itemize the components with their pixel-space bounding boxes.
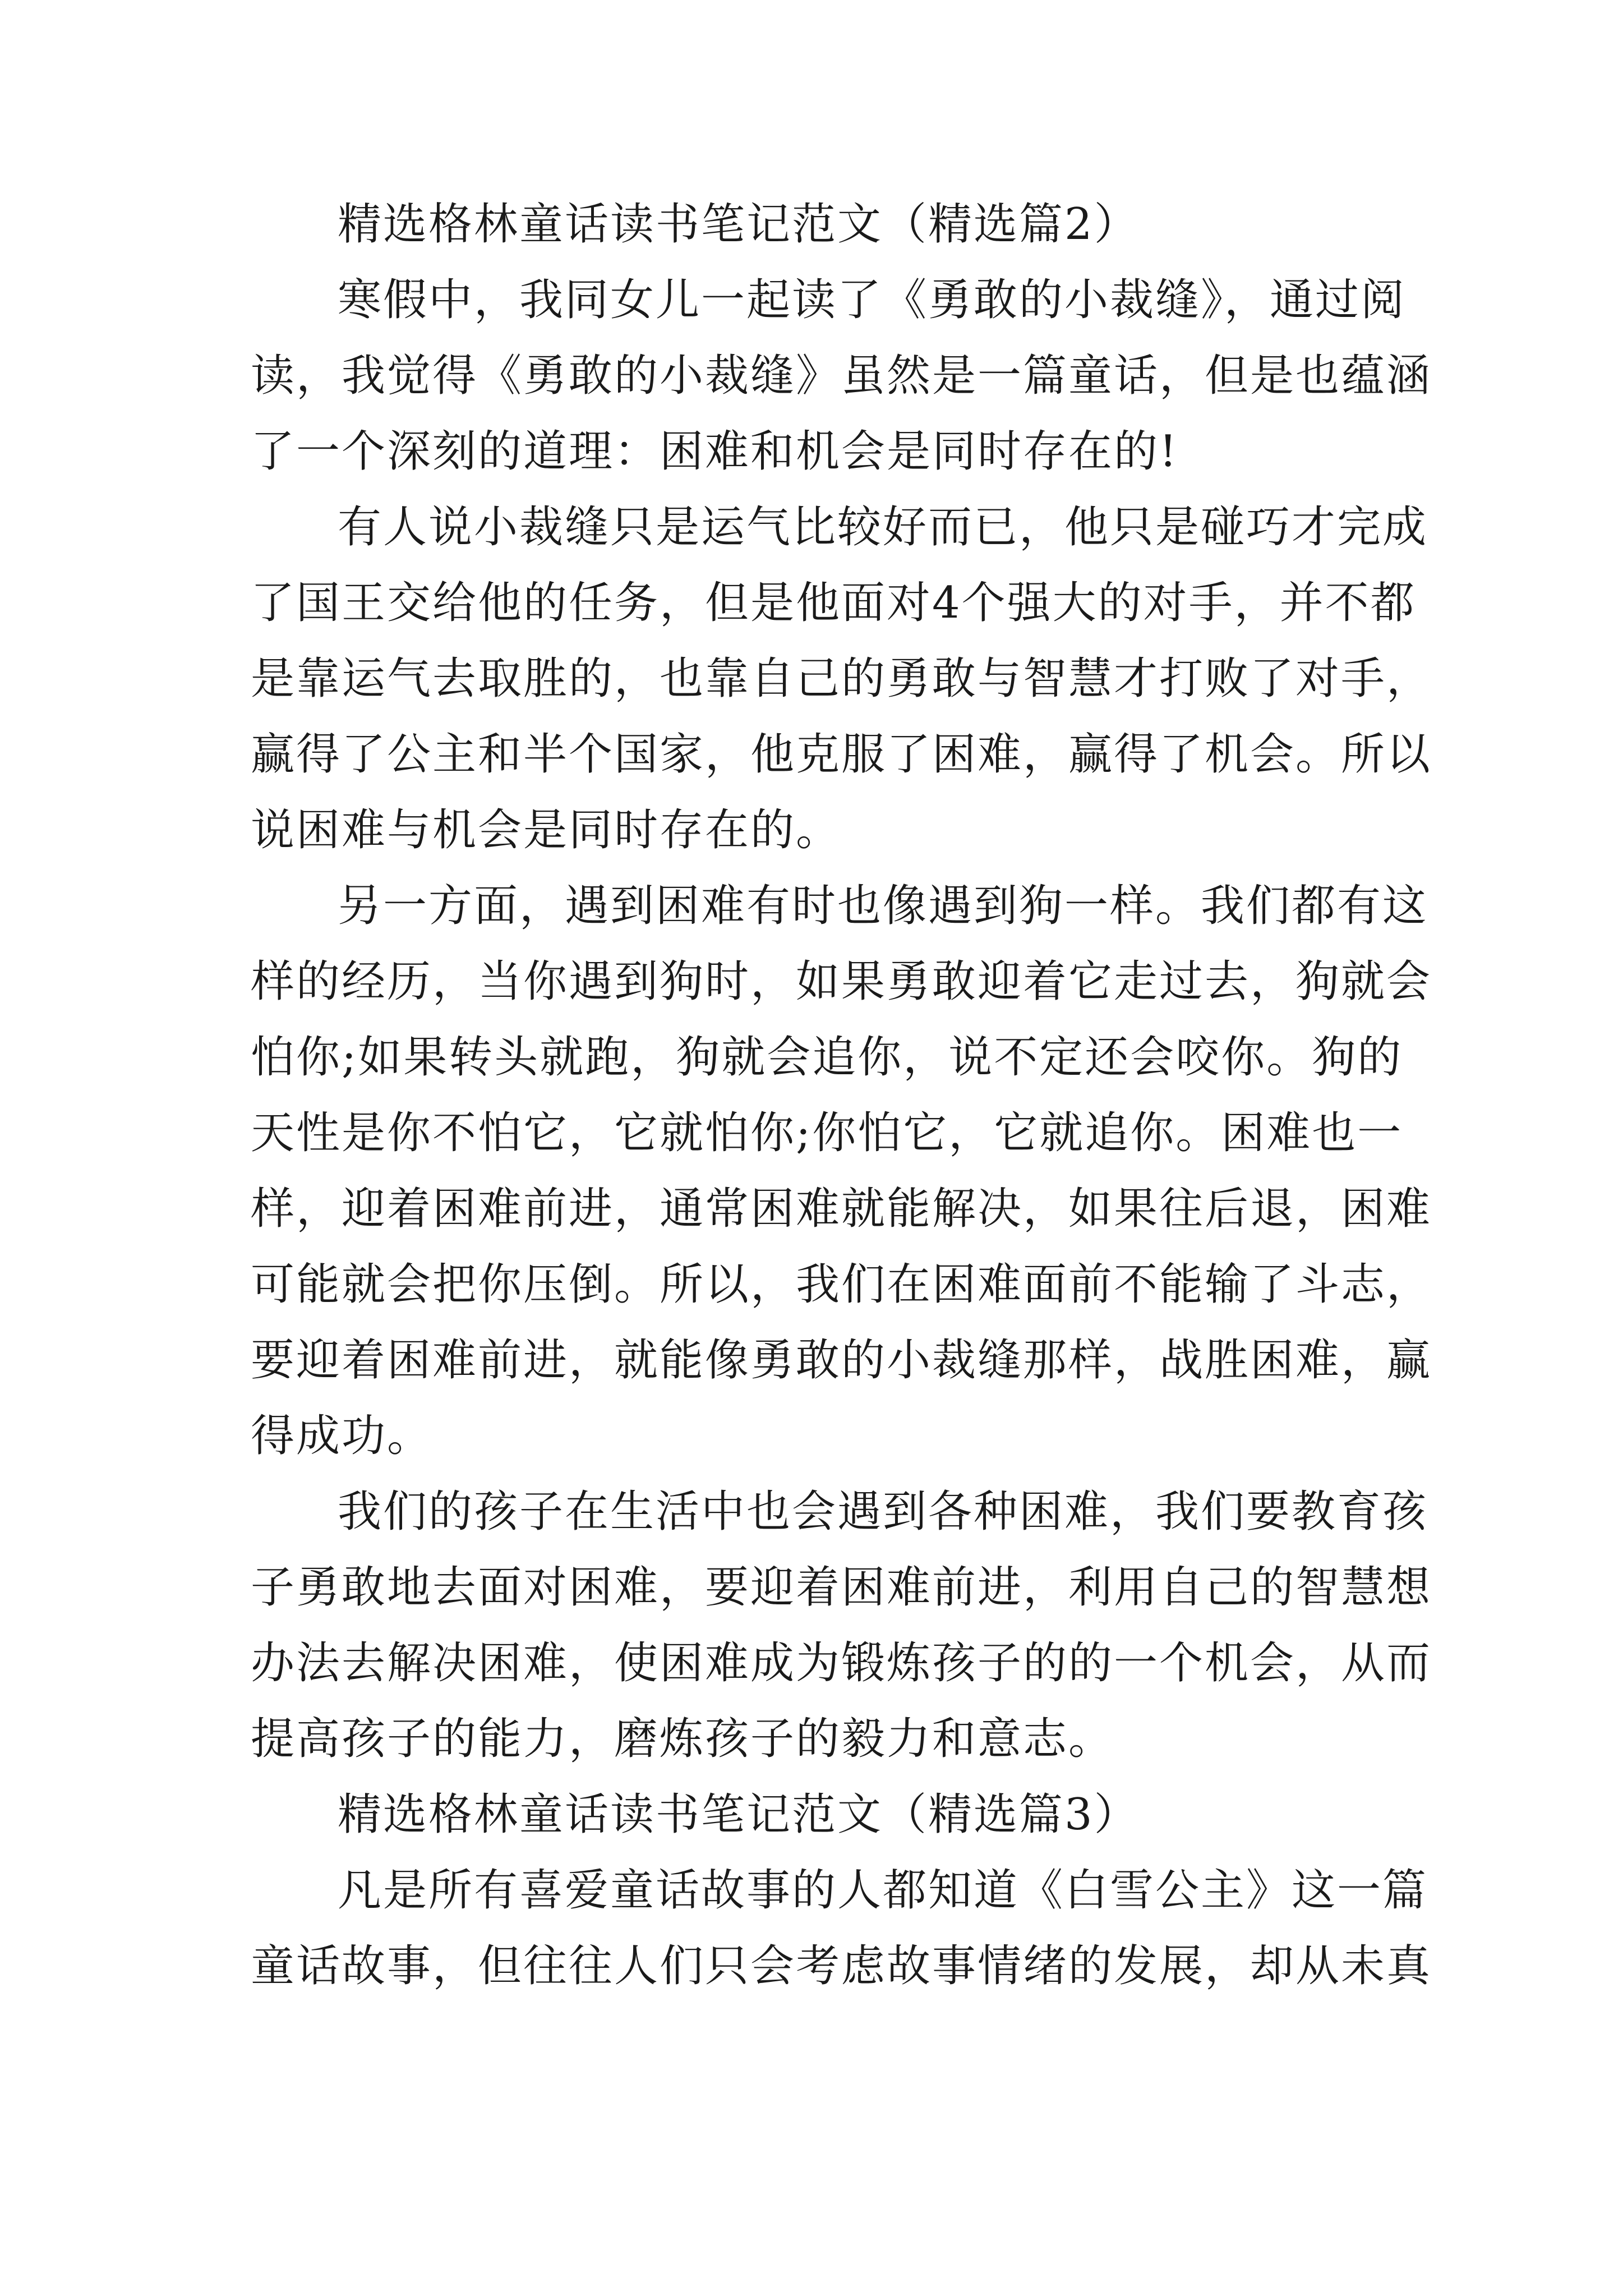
- text-line: 提高孩子的能力，磨炼孩子的毅力和意志。: [251, 1714, 1114, 1764]
- text-line: 有人说小裁缝只是运气比较好而已，他只是碰巧才完成: [338, 502, 1428, 553]
- text-line: 读，我觉得《勇敢的小裁缝》虽然是一篇童话，但是也蕴涵: [251, 351, 1432, 401]
- text-line: 可能就会把你压倒。所以，我们在困难面前不能输了斗志，: [251, 1259, 1432, 1310]
- text-line: 样，迎着困难前进，通常困难就能解决，如果往后退，困难: [251, 1184, 1432, 1234]
- text-line: 是靠运气去取胜的，也靠自己的勇敢与智慧才打败了对手，: [251, 654, 1432, 704]
- text-line: 子勇敢地去面对困难，要迎着困难前进，利用自己的智慧想: [251, 1562, 1432, 1613]
- text-line: 我们的孩子在生活中也会遇到各种困难，我们要教育孩: [338, 1487, 1428, 1537]
- text-line: 了国王交给他的任务，但是他面对4个强大的对手，并不都: [251, 578, 1416, 628]
- text-line: 赢得了公主和半个国家，他克服了困难，赢得了机会。所以: [251, 729, 1432, 780]
- text-line: 另一方面，遇到困难有时也像遇到狗一样。我们都有这: [338, 881, 1428, 931]
- section-heading: 精选格林童话读书笔记范文（精选篇2）: [338, 199, 1140, 250]
- text-line: 要迎着困难前进，就能像勇敢的小裁缝那样，战胜困难，赢: [251, 1335, 1432, 1386]
- text-line: 样的经历，当你遇到狗时，如果勇敢迎着它走过去，狗就会: [251, 956, 1432, 1007]
- text-line: 怕你;如果转头就跑，狗就会追你，说不定还会咬你。狗的: [251, 1032, 1403, 1083]
- section-heading: 精选格林童话读书笔记范文（精选篇3）: [338, 1789, 1140, 1840]
- text-line: 天性是你不怕它，它就怕你;你怕它，它就追你。困难也一: [251, 1108, 1403, 1158]
- text-line: 办法去解决困难，使困难成为锻炼孩子的的一个机会，从而: [251, 1638, 1432, 1688]
- text-line: 了一个深刻的道理：困难和机会是同时存在的!: [251, 426, 1179, 477]
- text-line: 寒假中，我同女儿一起读了《勇敢的小裁缝》，通过阅: [338, 275, 1407, 325]
- text-line: 凡是所有喜爱童话故事的人都知道《白雪公主》这一篇: [338, 1865, 1428, 1916]
- text-line: 得成功。: [251, 1411, 433, 1461]
- text-line: 童话故事，但往往人们只会考虑故事情绪的发展，却从未真: [251, 1941, 1432, 1991]
- text-line: 说困难与机会是同时存在的。: [251, 805, 842, 855]
